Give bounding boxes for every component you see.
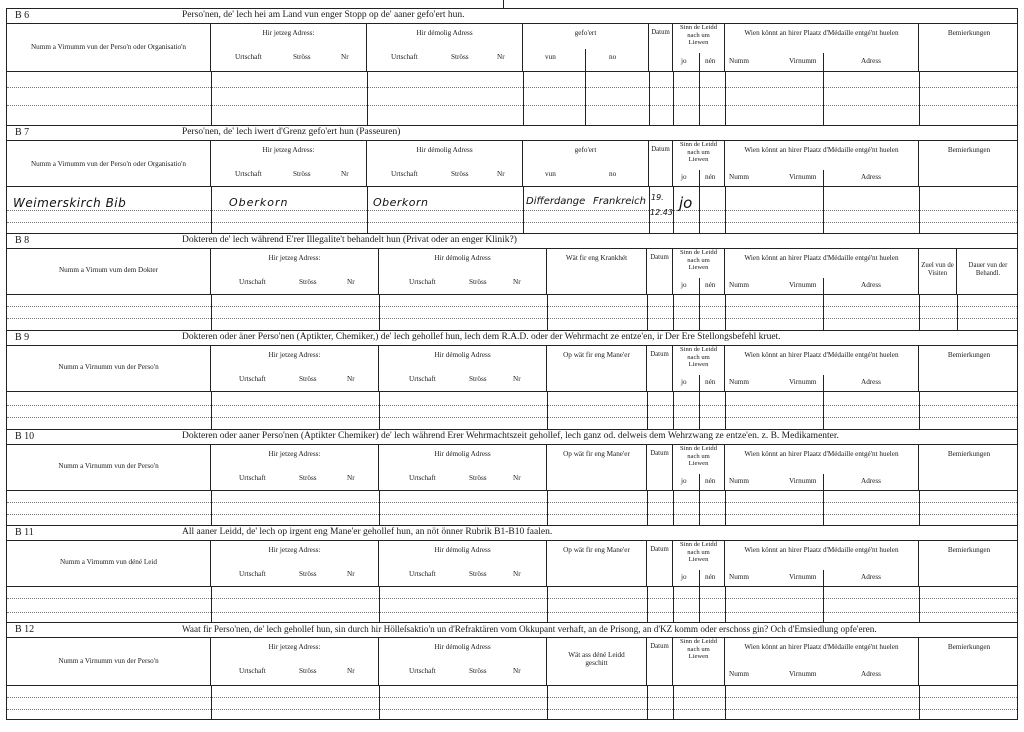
town-label: Urtschaft (235, 53, 262, 61)
handwritten-former-town: Oberkorn (373, 196, 429, 209)
town-label: Urtschaft (239, 375, 266, 383)
address-label: Adress (861, 378, 881, 386)
section-code: B 6 (15, 10, 30, 21)
section-header (7, 9, 1017, 24)
remarks-label: Bemierkungen (947, 546, 991, 554)
section-title: Dokteren oder aaner Perso'nen (Aptikter Chemiker) de' lech während Erer Wehrmachtszeit gehollef, lech ganz od. delweis dem Wehrzwang ze entze'en. z. B. Medikamenter. (182, 431, 839, 441)
section-header (7, 526, 1017, 541)
number-label: Nr (347, 474, 355, 482)
former-address-label: Hir démolig Adress (416, 29, 473, 37)
section-code: B 10 (15, 431, 35, 442)
handwritten-date-year: 12.43 (650, 208, 673, 217)
duration-label: Dauer vun der Behandl. (968, 262, 1008, 277)
handwritten-name: Weimerskirch Bib (13, 196, 127, 210)
section-title: Waat fir Perso'nen, de' lech gehollef hun, sin durch hir Hölleſsaktio'n un d'Refraktären vom Okkupant verhaft, an de Prisong, an d'KZ komm oder erschoss gin? Och d'Emsiedlung opfe'eren. (182, 624, 877, 634)
visits-label: Zuel vun de Visiten (921, 262, 954, 277)
date-label: Datum (651, 29, 670, 36)
name-label: Numm a Virnumm vun der Perso'n oder Organisatio'n (30, 160, 186, 168)
manner-label: Op wät fir eng Mane'er (563, 546, 630, 554)
date-header (649, 23, 673, 71)
firstname-label: Virnumm (789, 573, 817, 581)
section-header (7, 331, 1017, 346)
firstname-label: Virnumm (789, 670, 817, 678)
street-label: Ströss (293, 53, 311, 61)
remarks-header (919, 23, 1019, 71)
alive-label: Sinn de Leidd nach um Liewen (680, 249, 717, 271)
alive-label: Sinn de Leidd nach um Liewen (680, 346, 717, 368)
current-address-label: Hir jetzeg Adress: (268, 546, 321, 554)
section-title: Dokteren de' lech während E'rer Illegalite't behandelt hun (Privat oder an enger Klinik?) (182, 235, 517, 245)
illness-label: Wät fir eng Krankhét (565, 254, 628, 262)
medal-label: Wien könnt an hirer Plaatz d'Médaille entgé'nt huelen (744, 546, 899, 554)
number-label: Nr (513, 570, 521, 578)
no-label: nén (705, 57, 716, 65)
former-address-label: Hir démolig Adress (434, 254, 491, 262)
section-b10 (6, 429, 1018, 525)
number-label: Nr (513, 474, 521, 482)
alive-label: Sinn de Leidd nach um Liewen (680, 445, 717, 467)
handwritten-alive-yes: jo (679, 194, 693, 212)
entry-rows (7, 294, 1017, 331)
town-label: Urtschaft (239, 667, 266, 675)
alive-label: Sinn de Leidd nach um Liewen (680, 24, 717, 46)
current-address-label: Hir jetzeg Adress: (268, 351, 321, 359)
remarks-label: Bemierkungen (947, 29, 991, 37)
handwritten-current-town: Oberkorn (229, 196, 289, 209)
section-code: B 7 (15, 127, 30, 138)
street-label: Ströss (469, 474, 487, 482)
section-code: B 8 (15, 235, 30, 246)
street-label: Ströss (299, 375, 317, 383)
surname-label: Numm (729, 57, 749, 65)
column-headers (7, 540, 1017, 587)
remarks-label: Bemierkungen (947, 643, 991, 651)
medal-label: Wien könnt an hirer Plaatz d'Médaille entgé'nt huelen (744, 450, 899, 458)
number-label: Nr (497, 53, 505, 61)
number-label: Nr (497, 170, 505, 178)
column-headers (7, 248, 1017, 295)
number-label: Nr (347, 375, 355, 383)
alive-header (673, 23, 725, 71)
current-address-label: Hir jetzeg Adress: (268, 643, 321, 651)
current-address-header (211, 23, 367, 71)
name-column-header (7, 23, 211, 71)
town-label: Urtschaft (409, 667, 436, 675)
section-header (7, 430, 1017, 445)
alive-label: Sinn de Leidd nach um Liewen (680, 141, 717, 163)
former-address-label: Hir démolig Adress (434, 351, 491, 359)
surname-label: Numm (729, 173, 749, 181)
number-label: Nr (347, 278, 355, 286)
former-address-label: Hir démolig Adress (416, 146, 473, 154)
number-label: Nr (513, 278, 521, 286)
column-headers (7, 637, 1017, 686)
section-title: Perso'nen, de' lech hei am Land vun enger Stopp op de' aaner gefo'ert hun. (182, 10, 465, 20)
firstname-label: Virnumm (789, 378, 817, 386)
former-address-label: Hir démolig Adress (434, 643, 491, 651)
section-code: B 9 (15, 332, 30, 343)
no-label: nén (705, 173, 716, 181)
current-address-label: Hir jetzeg Adress: (262, 29, 315, 37)
address-label: Adress (861, 57, 881, 65)
current-address-label: Hir jetzeg Adress: (268, 450, 321, 458)
entry-rows (7, 71, 1017, 126)
section-code: B 12 (15, 624, 35, 635)
section-b8 (6, 233, 1018, 330)
yes-label: jo (681, 57, 687, 65)
surname-label: Numm (729, 281, 749, 289)
firstname-label: Virnumm (789, 57, 817, 65)
number-label: Nr (513, 375, 521, 383)
surname-label: Numm (729, 477, 749, 485)
yes-label: jo (681, 281, 687, 289)
transported-label: gefo'ert (574, 29, 597, 37)
street-label: Ströss (299, 570, 317, 578)
street-label: Ströss (451, 170, 469, 178)
entry-rows (7, 186, 1017, 234)
street-label: Ströss (469, 278, 487, 286)
alive-label: Sinn de Leidd nach um Liewen (680, 541, 717, 563)
from-label: vun (545, 170, 556, 178)
section-b6 (6, 8, 1018, 125)
number-label: Nr (347, 667, 355, 675)
former-address-label: Hir démolig Adress (434, 546, 491, 554)
section-code: B 11 (15, 527, 34, 538)
town-label: Urtschaft (235, 170, 262, 178)
section-b12 (6, 622, 1018, 720)
date-label: Datum (650, 351, 669, 358)
surname-label: Numm (729, 670, 749, 678)
medal-label: Wien könnt an hirer Plaatz d'Médaille entgé'nt huelen (744, 29, 899, 37)
name-label: Numm a Virnum vum dem Dokter (58, 266, 159, 274)
manner-label: Op wät fir eng Mane'er (563, 450, 630, 458)
street-label: Ströss (469, 570, 487, 578)
medal-label: Wien könnt an hirer Plaatz d'Médaille entgé'nt huelen (744, 643, 899, 651)
number-label: Nr (347, 570, 355, 578)
name-label: Numm a Virnumm vun der Perso'n (58, 657, 159, 665)
address-label: Adress (861, 573, 881, 581)
town-label: Urtschaft (409, 474, 436, 482)
surname-label: Numm (729, 573, 749, 581)
column-headers (7, 23, 1017, 72)
no-label: nén (705, 477, 716, 485)
current-address-label: Hir jetzeg Adress: (268, 254, 321, 262)
remarks-label: Bemierkungen (947, 146, 991, 154)
town-label: Urtschaft (409, 375, 436, 383)
section-header (7, 234, 1017, 249)
yes-label: jo (681, 378, 687, 386)
street-label: Ströss (293, 170, 311, 178)
section-header (7, 126, 1017, 141)
section-title: All aaner Leidd, de' lech op irgent eng Mane'er gehollef hun, an nöt önner Rubrik B1-B10 faalen. (182, 527, 553, 537)
handwritten-from: Differdange (526, 196, 586, 207)
section-b9 (6, 330, 1018, 429)
no-label: nén (705, 573, 716, 581)
name-label: Numm a Virnumm vun der Perso'n (58, 363, 159, 371)
town-label: Urtschaft (239, 474, 266, 482)
handwritten-date-day: 19. (651, 193, 664, 202)
transported-label: gefo'ert (574, 146, 597, 154)
transported-header (523, 23, 649, 71)
manner-label: Op wät fir eng Mane'er (563, 351, 630, 359)
town-label: Urtschaft (391, 170, 418, 178)
handwritten-to: Frankreich (593, 196, 646, 207)
surname-label: Numm (729, 378, 749, 386)
street-label: Ströss (451, 53, 469, 61)
street-label: Ströss (299, 278, 317, 286)
no-label: nén (705, 281, 716, 289)
date-label: Datum (650, 450, 669, 457)
top-tick-mark (503, 0, 504, 8)
to-label: no (609, 53, 617, 61)
medal-label: Wien könnt an hirer Plaatz d'Médaille entgé'nt huelen (744, 254, 899, 262)
current-address-label: Hir jetzeg Adress: (262, 146, 315, 154)
date-label: Datum (650, 254, 669, 261)
address-label: Adress (861, 281, 881, 289)
town-label: Urtschaft (239, 278, 266, 286)
town-label: Urtschaft (239, 570, 266, 578)
number-label: Nr (341, 170, 349, 178)
medal-label: Wien könnt an hirer Plaatz d'Médaille entgé'nt huelen (744, 351, 899, 359)
section-header (7, 623, 1017, 638)
medal-label: Wien könnt an hirer Plaatz d'Médaille entgé'nt huelen (744, 146, 899, 154)
section-title: Dokteren oder äner Perso'nen (Aptikter, Chemiker,) de' lech gehollef hun, lech dem R.A.D. oder der Wehrmacht ze entze'en, ir Der Ere Stellongsbefehl kruet. (182, 332, 781, 342)
former-address-label: Hir démolig Adress (434, 450, 491, 458)
number-label: Nr (341, 53, 349, 61)
street-label: Ströss (469, 667, 487, 675)
remarks-label: Bemierkungen (947, 351, 991, 359)
entry-rows (7, 685, 1017, 720)
date-label: Datum (651, 146, 670, 153)
section-title: Perso'nen, de' lech iwert d'Grenz gefo'ert hun (Passeuren) (182, 127, 401, 137)
street-label: Ströss (299, 474, 317, 482)
entry-rows (7, 586, 1017, 623)
street-label: Ströss (299, 667, 317, 675)
name-label: Numm a Virnumm vun der Perso'n oder Organisatio'n (30, 43, 186, 51)
firstname-label: Virnumm (789, 173, 817, 181)
number-label: Nr (513, 667, 521, 675)
remarks-label: Bemierkungen (947, 450, 991, 458)
to-label: no (609, 170, 617, 178)
address-label: Adress (861, 670, 881, 678)
date-label: Datum (650, 546, 669, 553)
address-label: Adress (861, 477, 881, 485)
column-headers (7, 140, 1017, 187)
yes-label: jo (681, 477, 687, 485)
no-label: nén (705, 378, 716, 386)
street-label: Ströss (469, 375, 487, 383)
firstname-label: Virnumm (789, 281, 817, 289)
town-label: Urtschaft (409, 278, 436, 286)
entry-rows (7, 490, 1017, 526)
column-headers (7, 444, 1017, 491)
town-label: Urtschaft (391, 53, 418, 61)
town-label: Urtschaft (409, 570, 436, 578)
firstname-label: Virnumm (789, 477, 817, 485)
medal-recipient-header (725, 23, 919, 71)
alive-label: Sinn de Leidd nach um Liewen (680, 638, 717, 660)
date-label: Datum (650, 643, 669, 650)
yes-label: jo (681, 573, 687, 581)
section-b7 (6, 125, 1018, 233)
what-happened-label: Wät ass déné Leidd geschitt (568, 651, 625, 667)
from-label: vun (545, 53, 556, 61)
entry-rows (7, 391, 1017, 430)
column-headers (7, 345, 1017, 392)
name-label: Numm a Virnumm vun der Perso'n (58, 462, 159, 470)
former-address-header (367, 23, 523, 71)
yes-label: jo (681, 173, 687, 181)
section-b11 (6, 525, 1018, 622)
name-label: Numm a Virnumm vun déné Leid (59, 558, 158, 566)
address-label: Adress (861, 173, 881, 181)
